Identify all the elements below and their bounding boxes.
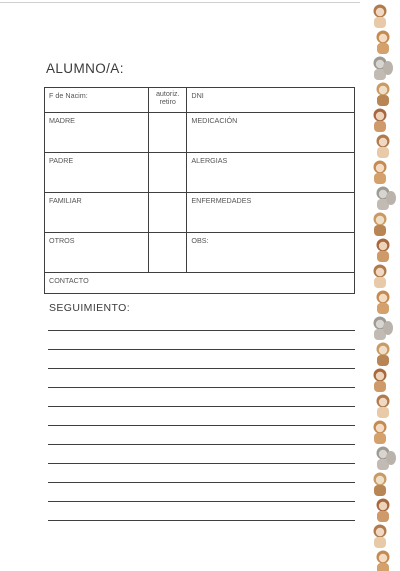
mother-authorization-cell[interactable] bbox=[149, 113, 187, 153]
lion-icon bbox=[374, 161, 387, 185]
girl-figure-icon bbox=[374, 5, 387, 29]
writing-line[interactable] bbox=[48, 330, 355, 331]
girl-figure-icon bbox=[374, 525, 387, 549]
table-row bbox=[45, 273, 355, 294]
dni-cell[interactable] bbox=[187, 88, 355, 113]
writing-line[interactable] bbox=[48, 520, 355, 521]
medication-cell[interactable] bbox=[187, 113, 355, 153]
family-label: FAMILIAR bbox=[49, 196, 82, 205]
others-label: OTROS bbox=[49, 236, 75, 245]
lion-icon bbox=[377, 551, 390, 571]
table-row bbox=[45, 193, 355, 233]
writing-line[interactable] bbox=[48, 444, 355, 445]
table-row bbox=[45, 113, 355, 153]
father-authorization-cell[interactable] bbox=[149, 153, 187, 193]
girl-figure-icon bbox=[377, 395, 390, 419]
table-row bbox=[45, 233, 355, 273]
birth-date-label: F de Nacim: bbox=[49, 91, 88, 100]
mother-label: MADRE bbox=[49, 116, 75, 125]
lion-icon bbox=[377, 31, 390, 55]
decorative-border-strip bbox=[366, 0, 400, 571]
illnesses-cell[interactable] bbox=[187, 193, 355, 233]
birth-date-cell[interactable] bbox=[45, 88, 149, 113]
writing-line[interactable] bbox=[48, 425, 355, 426]
elephant-icon bbox=[374, 57, 394, 81]
observations-label: OBS: bbox=[191, 236, 209, 245]
others-cell[interactable] bbox=[45, 233, 149, 273]
mother-cell[interactable] bbox=[45, 113, 149, 153]
writing-line[interactable] bbox=[48, 368, 355, 369]
elephant-icon bbox=[377, 447, 397, 471]
lion-icon bbox=[374, 421, 387, 445]
father-label: PADRE bbox=[49, 156, 74, 165]
giraffe-icon bbox=[374, 473, 387, 497]
authorization-label: autoriz. bbox=[155, 89, 180, 98]
top-divider bbox=[0, 2, 360, 3]
student-title: ALUMNO/A: bbox=[46, 61, 124, 76]
writing-line[interactable] bbox=[48, 501, 355, 502]
contact-label: CONTACTO bbox=[49, 276, 89, 285]
lion-icon bbox=[377, 291, 390, 315]
authorization-cell[interactable] bbox=[149, 88, 187, 113]
giraffe-icon bbox=[374, 213, 387, 237]
family-authorization-cell[interactable] bbox=[149, 193, 187, 233]
follow-up-title: SEGUIMIENTO: bbox=[49, 302, 131, 314]
writing-line[interactable] bbox=[48, 387, 355, 388]
writing-line[interactable] bbox=[48, 406, 355, 407]
pickup-label: retiro bbox=[159, 97, 176, 106]
medication-label: MEDICACIÓN bbox=[191, 116, 238, 125]
father-cell[interactable] bbox=[45, 153, 149, 193]
allergies-cell[interactable] bbox=[187, 153, 355, 193]
giraffe-icon bbox=[377, 83, 390, 107]
elephant-icon bbox=[377, 187, 397, 211]
writing-line[interactable] bbox=[48, 482, 355, 483]
writing-line[interactable] bbox=[48, 463, 355, 464]
elephant-icon bbox=[374, 317, 394, 341]
others-authorization-cell[interactable] bbox=[149, 233, 187, 273]
observations-cell[interactable] bbox=[187, 233, 355, 273]
contact-cell[interactable] bbox=[45, 273, 355, 294]
table-row bbox=[45, 153, 355, 193]
giraffe-icon bbox=[377, 343, 390, 367]
table-row bbox=[45, 88, 355, 113]
tiger-icon bbox=[374, 369, 387, 393]
tiger-icon bbox=[374, 109, 387, 133]
dni-label: DNI bbox=[191, 91, 204, 100]
writing-line[interactable] bbox=[48, 349, 355, 350]
illnesses-label: ENFERMEDADES bbox=[191, 196, 252, 205]
family-cell[interactable] bbox=[45, 193, 149, 233]
tiger-icon bbox=[377, 499, 390, 523]
girl-figure-icon bbox=[374, 265, 387, 289]
allergies-label: ALERGIAS bbox=[191, 156, 228, 165]
student-info-table bbox=[44, 87, 355, 294]
girl-figure-icon bbox=[377, 135, 390, 159]
tiger-icon bbox=[377, 239, 390, 263]
